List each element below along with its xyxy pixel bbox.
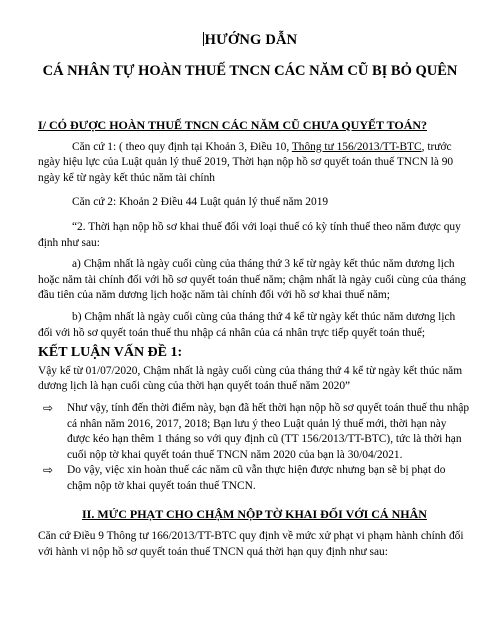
conclusion-bullet-list <box>38 401 472 495</box>
text-cursor <box>203 32 204 46</box>
list-item: ⇨ Do vậy, việc xin hoàn thuế các năm cũ vẫn thực hiện được nhưng bạn sẽ bị phạt do chậm nộp tờ khai quyết toán thuế TNCN. <box>43 463 446 492</box>
document-subtitle: CÁ NHÂN TỰ HOÀN THUẾ TNCN CÁC NĂM CŨ BỊ BỎ QUÊN <box>42 63 458 79</box>
section2-paragraph: Căn cứ Điều 9 Thông tư 166/2013/TT-BTC quy định về mức xử phạt vi phạm hành chính đối với hành vi nộp hồ sơ quyết toán thuế TNCN quá thời hạn quy định như sau: <box>38 530 464 558</box>
section2-heading: II. MỨC PHẠT CHO CHẬM NỘP TỜ KHAI ĐỐI VỚI CÁ NHÂN <box>82 507 427 522</box>
point-a-paragraph: a) Chậm nhất là ngày cuối cùng của tháng thứ 3 kể từ ngày kết thúc năm dương lịch hoặc năm tài chính đối với hồ sơ quyết toán thuế năm; chậm nhất là ngày cuối cùng của tháng đầu tiên của năm dương lịch hoặc năm tài chính đối với hồ sơ khai thuế năm; <box>38 258 467 302</box>
section1-heading: I/ CÓ ĐƯỢC HOÀN THUẾ TNCN CÁC NĂM CŨ CHƯA QUYẾT TOÁN? <box>38 118 428 132</box>
conclusion-paragraph: Vậy kể từ 01/07/2020, Chậm nhất là ngày cuối cùng của tháng thứ 4 kể từ ngày kết thúc năm dương lịch là hạn cuối cùng của thời hạn quyết toán thuế năm 2020” <box>38 364 463 393</box>
point-b-paragraph: b) Chậm nhất là ngày cuối cùng của tháng thứ 4 kể từ ngày kết thúc năm dương lịch đối với hồ sơ quyết toán thuế thu nhập cá nhân của cá nhân trực tiếp quyết toán thuế; <box>38 310 456 339</box>
basis-1-paragraph: Căn cứ 1: ( theo quy định tại Khoản 3, Điều 10, Thông tư 156/2013/TT-BTC, trước ngày hiệu lực của Luật quản lý thuế 2019, Thời hạn nộp hồ sơ quyết toán thuế TNCN là 90 ngày kể từ ngày kết thúc năm tài chính <box>38 140 454 184</box>
document-body <box>38 118 472 560</box>
quote-paragraph: “2. Thời hạn nộp hồ sơ khai thuế đối với loại thuế có kỳ tính thuế theo năm được quy định như sau: <box>38 220 461 249</box>
list-item: ⇨ Như vậy, tính đến thời điểm này, bạn đã hết thời hạn nộp hồ sơ quyết toán thuế thu nhập cá nhân năm 2016, 2017, 2018; Bạn lưu ý theo Luật quản lý thuế mới, thời hạn này được kéo hạn thêm 1 tháng so với quy định cũ (TT 156/2013/TT-BTC), tức là thời hạn cuối nộp tờ khai quyết toán thuế TNCN năm 2020 của bạn là 30/04/2021. <box>43 400 470 461</box>
document-title: HƯỚNG DẪN <box>204 32 298 48</box>
circular-link[interactable]: Thông tư 156/2013/TT-BTC <box>291 140 422 153</box>
conclusion-heading: KẾT LUẬN VẤN ĐỀ 1: <box>38 345 183 361</box>
arrow-right-icon: ⇨ <box>43 463 54 478</box>
arrow-right-icon: ⇨ <box>43 400 54 415</box>
basis-2-paragraph: Căn cứ 2: Khoản 2 Điều 44 Luật quản lý thuế năm 2019 <box>72 196 329 209</box>
